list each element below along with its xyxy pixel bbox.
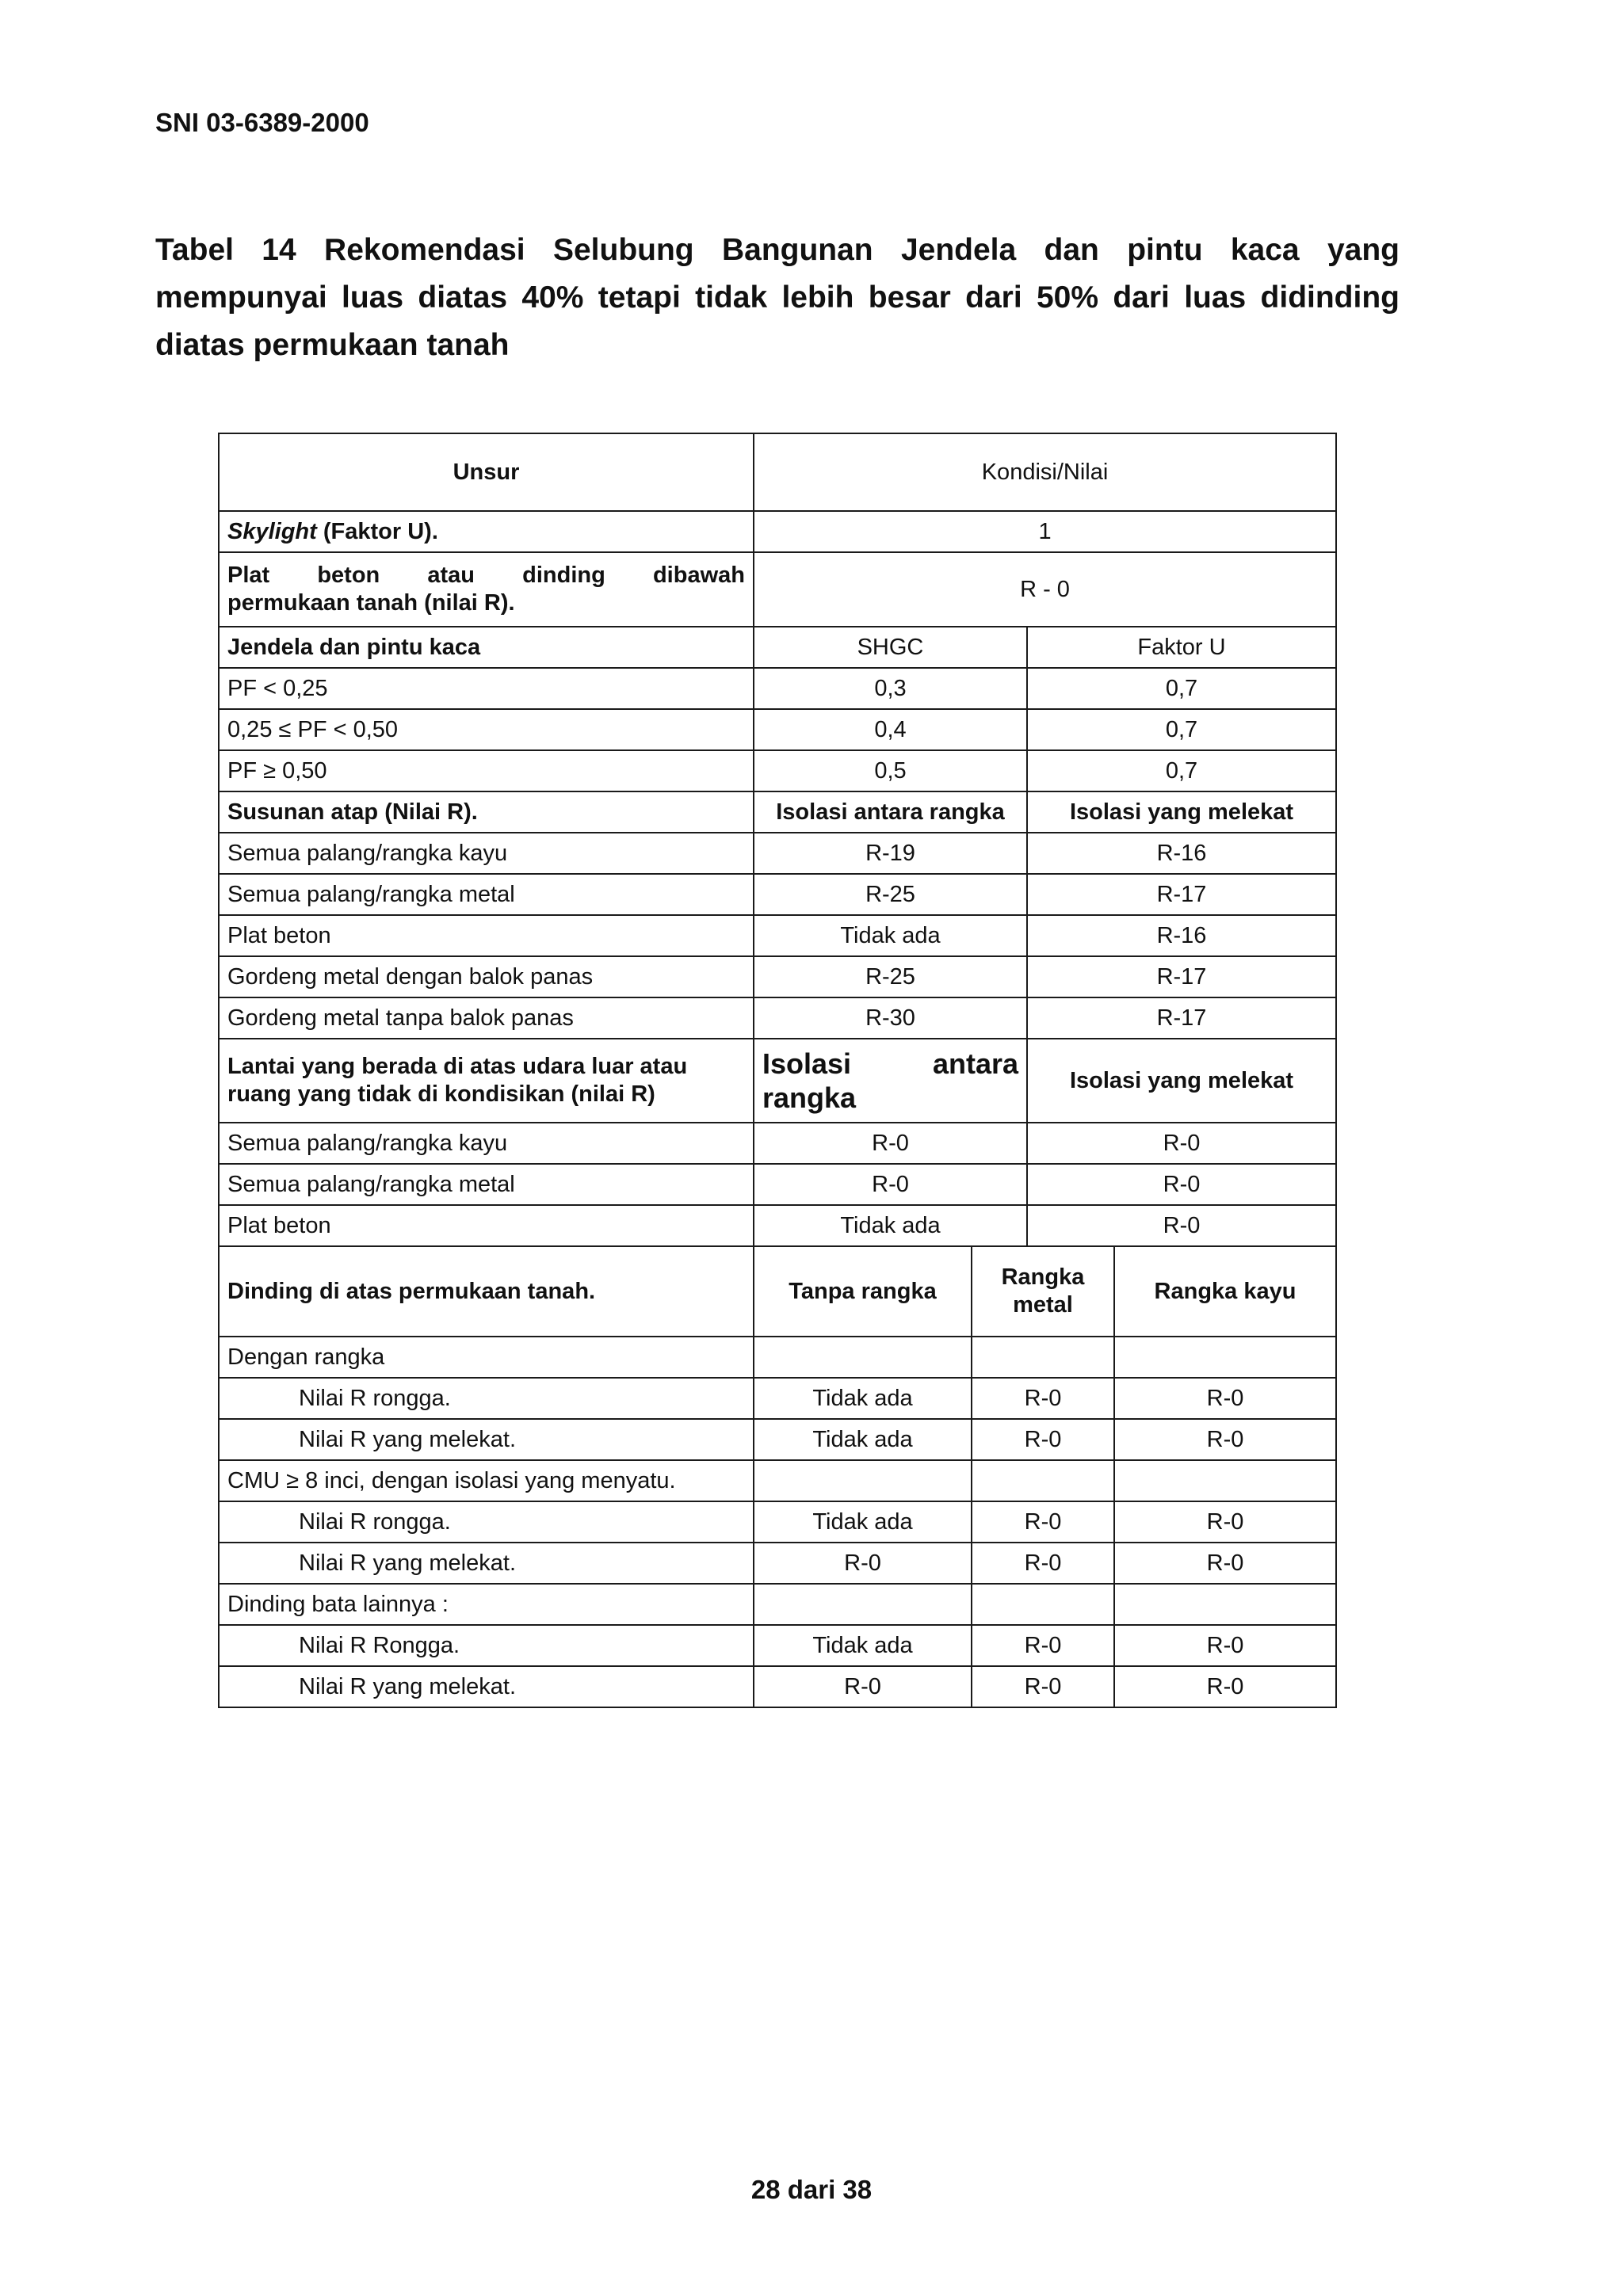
row-value: R-17 — [1027, 874, 1336, 915]
row-label: Semua palang/rangka kayu — [219, 833, 754, 874]
table-row — [219, 1123, 1336, 1164]
row-value: 0,7 — [1027, 750, 1336, 791]
row-label: Nilai R yang melekat. — [219, 1419, 754, 1460]
page-number: 28 dari 38 — [750, 2175, 873, 2204]
row-label: Semua palang/rangka metal — [219, 874, 754, 915]
empty-cell — [754, 1337, 972, 1378]
row-value: R-0 — [972, 1419, 1114, 1460]
table-row — [219, 833, 1336, 874]
row-label: Nilai R Rongga. — [219, 1625, 754, 1666]
row-label: Semua palang/rangka kayu — [219, 1123, 754, 1164]
row-value: 0,4 — [754, 709, 1027, 750]
row-value: R-0 — [972, 1666, 1114, 1707]
group-title: Dengan rangka — [219, 1337, 754, 1378]
table-row — [219, 1666, 1336, 1707]
row-label: 0,25 ≤ PF < 0,50 — [219, 709, 754, 750]
plat-value: R - 0 — [754, 552, 1336, 627]
header-unsur: Unsur — [219, 433, 754, 511]
row-value: R-16 — [1027, 833, 1336, 874]
table-row — [219, 1205, 1336, 1246]
empty-cell — [754, 1460, 972, 1501]
row-value: R-0 — [754, 1164, 1027, 1205]
row-value: R-19 — [754, 833, 1027, 874]
dinding-col-1: Tanpa rangka — [754, 1246, 972, 1337]
table-row — [219, 874, 1336, 915]
table-caption — [155, 227, 1400, 369]
group-title-row — [219, 1460, 1336, 1501]
caption-line-2: mempunyai luas diatas 40% tetapi tidak lebih besar dari 50% dari luas didinding — [155, 280, 1400, 315]
document-id: SNI 03-6389-2000 — [155, 108, 369, 137]
lantai-header-row — [219, 1039, 1336, 1123]
jendela-header-row — [219, 627, 1336, 668]
row-value: Tidak ada — [754, 915, 1027, 956]
row-value: R-0 — [754, 1666, 972, 1707]
atap-col-1: Isolasi antara rangka — [754, 791, 1027, 833]
row-value: R-17 — [1027, 997, 1336, 1039]
row-value: R-0 — [1114, 1625, 1336, 1666]
row-value: R-0 — [972, 1378, 1114, 1419]
row-value: 0,7 — [1027, 668, 1336, 709]
table-row — [219, 668, 1336, 709]
lantai-col-2: Isolasi yang melekat — [1027, 1039, 1336, 1123]
row-label: Nilai R yang melekat. — [219, 1543, 754, 1584]
skylight-label: Skylight (Faktor U). — [219, 511, 754, 552]
row-label: Nilai R yang melekat. — [219, 1666, 754, 1707]
empty-cell — [972, 1460, 1114, 1501]
atap-label: Susunan atap (Nilai R). — [219, 791, 754, 833]
row-value: Tidak ada — [754, 1205, 1027, 1246]
row-value: 0,3 — [754, 668, 1027, 709]
row-value: R-0 — [972, 1543, 1114, 1584]
row-label: Plat beton — [219, 1205, 754, 1246]
envelope-recommendation-table — [218, 433, 1337, 1708]
row-value: R-30 — [754, 997, 1027, 1039]
row-label: Nilai R rongga. — [219, 1501, 754, 1543]
row-value: R-0 — [1027, 1123, 1336, 1164]
row-value: R-0 — [1114, 1378, 1336, 1419]
row-value: R-0 — [1027, 1205, 1336, 1246]
row-value: R-0 — [754, 1123, 1027, 1164]
group-title-row — [219, 1337, 1336, 1378]
lantai-col-1: Isolasi antara rangka — [754, 1039, 1027, 1123]
row-value: R-0 — [1114, 1543, 1336, 1584]
row-value: Tidak ada — [754, 1501, 972, 1543]
row-value: R-25 — [754, 956, 1027, 997]
caption-line-3: diatas permukaan tanah — [155, 328, 510, 362]
row-value: 0,5 — [754, 750, 1027, 791]
row-value: R-25 — [754, 874, 1027, 915]
atap-col-2: Isolasi yang melekat — [1027, 791, 1336, 833]
skylight-row — [219, 511, 1336, 552]
empty-cell — [972, 1584, 1114, 1625]
dinding-col-3: Rangka kayu — [1114, 1246, 1336, 1337]
dinding-col-2: Rangka metal — [972, 1246, 1114, 1337]
dinding-label: Dinding di atas permukaan tanah. — [219, 1246, 754, 1337]
row-value: R-0 — [972, 1501, 1114, 1543]
table-row — [219, 1543, 1336, 1584]
row-label: Plat beton — [219, 915, 754, 956]
skylight-value: 1 — [754, 511, 1336, 552]
table-row — [219, 709, 1336, 750]
row-value: Tidak ada — [754, 1378, 972, 1419]
empty-cell — [1114, 1460, 1336, 1501]
row-label: Gordeng metal tanpa balok panas — [219, 997, 754, 1039]
table-header-row — [219, 433, 1336, 511]
table-row — [219, 1378, 1336, 1419]
row-label: Semua palang/rangka metal — [219, 1164, 754, 1205]
row-label: PF < 0,25 — [219, 668, 754, 709]
table-row — [219, 915, 1336, 956]
row-value: R-0 — [1114, 1419, 1336, 1460]
row-label: Gordeng metal dengan balok panas — [219, 956, 754, 997]
row-value: R-0 — [972, 1625, 1114, 1666]
jendela-col-shgc: SHGC — [754, 627, 1027, 668]
group-title: Dinding bata lainnya : — [219, 1584, 754, 1625]
row-value: R-0 — [1114, 1666, 1336, 1707]
row-value: Tidak ada — [754, 1419, 972, 1460]
group-title-row — [219, 1584, 1336, 1625]
empty-cell — [754, 1584, 972, 1625]
jendela-label: Jendela dan pintu kaca — [219, 627, 754, 668]
group-title: CMU ≥ 8 inci, dengan isolasi yang menyatu. — [219, 1460, 754, 1501]
row-value: R-0 — [1114, 1501, 1336, 1543]
row-value: R-0 — [1027, 1164, 1336, 1205]
table-row — [219, 1419, 1336, 1460]
table-row — [219, 997, 1336, 1039]
table-row — [219, 1164, 1336, 1205]
atap-header-row — [219, 791, 1336, 833]
row-value: 0,7 — [1027, 709, 1336, 750]
row-value: R-0 — [754, 1543, 972, 1584]
caption-line-1: Tabel 14 Rekomendasi Selubung Bangunan Jendela dan pintu kaca yang — [155, 233, 1400, 267]
jendela-col-faktor-u: Faktor U — [1027, 627, 1336, 668]
table-row — [219, 956, 1336, 997]
table-row — [219, 750, 1336, 791]
header-kondisi: Kondisi/Nilai — [754, 433, 1336, 511]
row-value: R-16 — [1027, 915, 1336, 956]
lantai-label: Lantai yang berada di atas udara luar atau ruang yang tidak di kondisikan (nilai R) — [219, 1039, 754, 1123]
row-label: Nilai R rongga. — [219, 1378, 754, 1419]
plat-row — [219, 552, 1336, 627]
empty-cell — [972, 1337, 1114, 1378]
empty-cell — [1114, 1337, 1336, 1378]
row-value: R-17 — [1027, 956, 1336, 997]
dinding-header-row — [219, 1246, 1336, 1337]
table-row — [219, 1625, 1336, 1666]
table-row — [219, 1501, 1336, 1543]
row-label: PF ≥ 0,50 — [219, 750, 754, 791]
empty-cell — [1114, 1584, 1336, 1625]
plat-label: Plat beton atau dinding dibawah permukaan tanah (nilai R). — [219, 552, 754, 627]
row-value: Tidak ada — [754, 1625, 972, 1666]
